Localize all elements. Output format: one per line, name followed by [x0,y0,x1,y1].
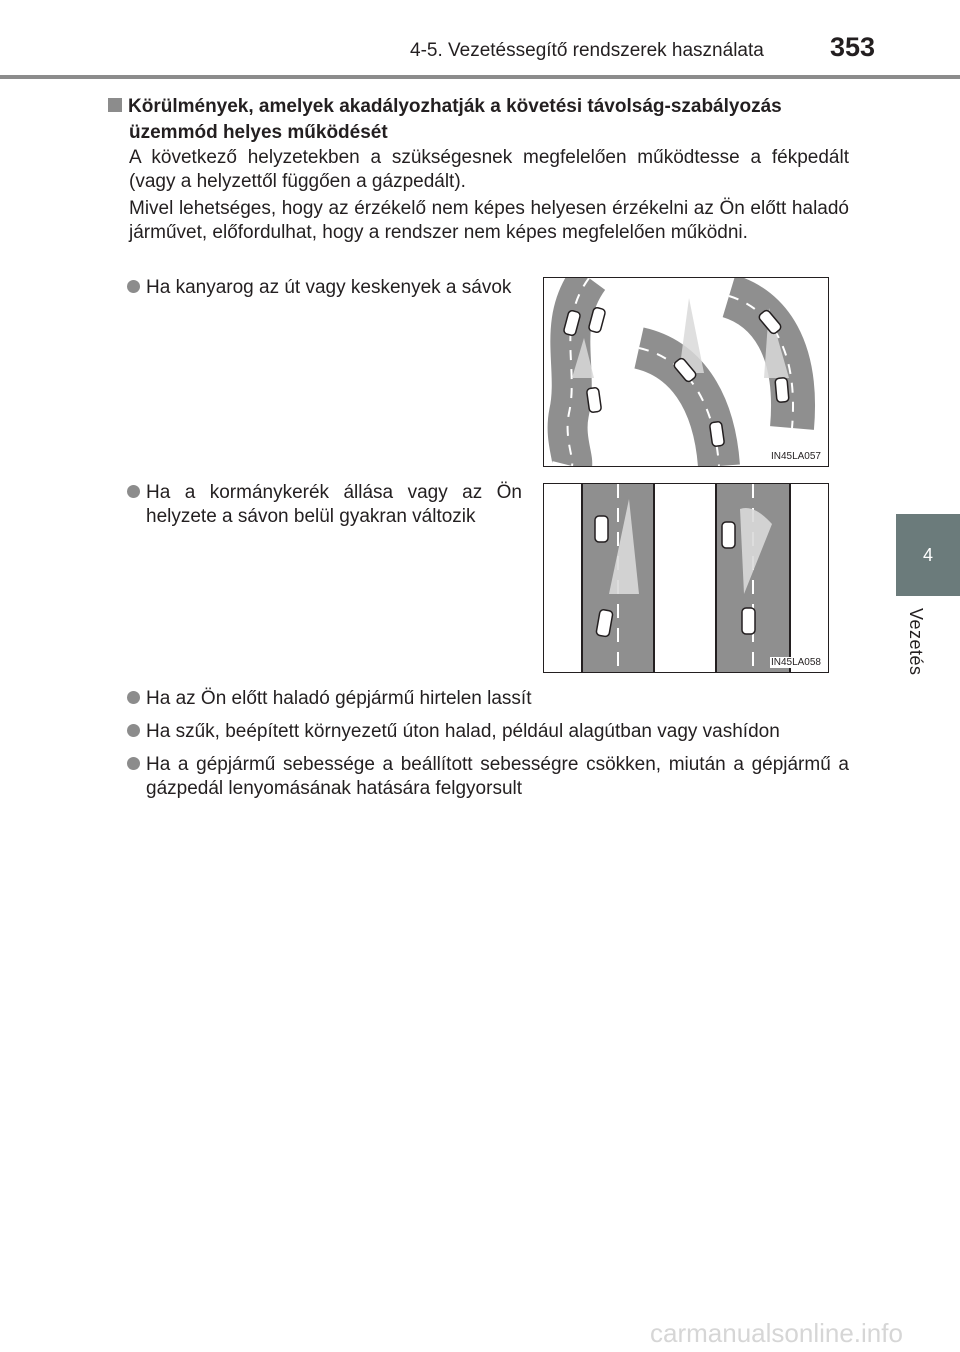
heading-line-2: üzemmód helyes működését [129,122,388,143]
chapter-number: 4 [922,544,933,565]
lane-position-illustration [544,484,828,672]
figure-code: IN45LA057 [770,451,821,462]
heading-line-1: Körülmények, amelyek akadályozhatják a követési távolság-szabályozás [128,96,782,117]
bullet-item-sudden-deceleration: Ha az Ön előtt haladó gépjármű hirtelen lassít [127,687,849,711]
watermark: carmanualsonline.info [650,1318,903,1348]
curved-road-illustration [544,278,828,466]
running-header: 4-5. Vezetéssegítő rendszerek használata [410,40,764,61]
round-bullet-icon [127,724,140,737]
round-bullet-icon [127,280,140,293]
figure-lane-position [543,483,829,673]
round-bullet-icon [127,691,140,704]
bullet-item-speed-reduction: Ha a gépjármű sebessége a beállított sebességre csökken, miután a gépjármű a gázpedál lenyomásának hatására felgyorsult [127,753,849,801]
bullet-item-curved-road: Ha kanyarog az út vagy keskenyek a sávok [127,276,522,300]
square-bullet-icon [108,98,122,112]
round-bullet-icon [127,757,140,770]
figure-code: IN45LA058 [770,657,821,668]
intro-paragraph-2: Mivel lehetséges, hogy az érzékelő nem képes helyesen érzékelni az Ön előtt haladó járművet, előfordulhat, hogy a rendszer nem képes megfelelően működni. [129,198,849,243]
section-heading [108,94,868,146]
chapter-tab [896,514,960,596]
chapter-label: Vezetés [906,608,926,676]
figure-curved-road [543,277,829,467]
round-bullet-icon [127,485,140,498]
bullet-item-narrow-road: Ha szűk, beépített környezetű úton halad, például alagútban vagy vashídon [127,720,849,744]
page-number: 353 [830,32,876,62]
intro-paragraph-1: A következő helyzetekben a szükségesnek megfelelően működtesse a fékpedált (vagy a helyzettől függően a gázpedált). [129,147,849,192]
header-divider [0,75,960,79]
bullet-item-steering-position: Ha a kormánykerék állása vagy az Ön helyzete a sávon belül gyakran változik [127,481,522,529]
